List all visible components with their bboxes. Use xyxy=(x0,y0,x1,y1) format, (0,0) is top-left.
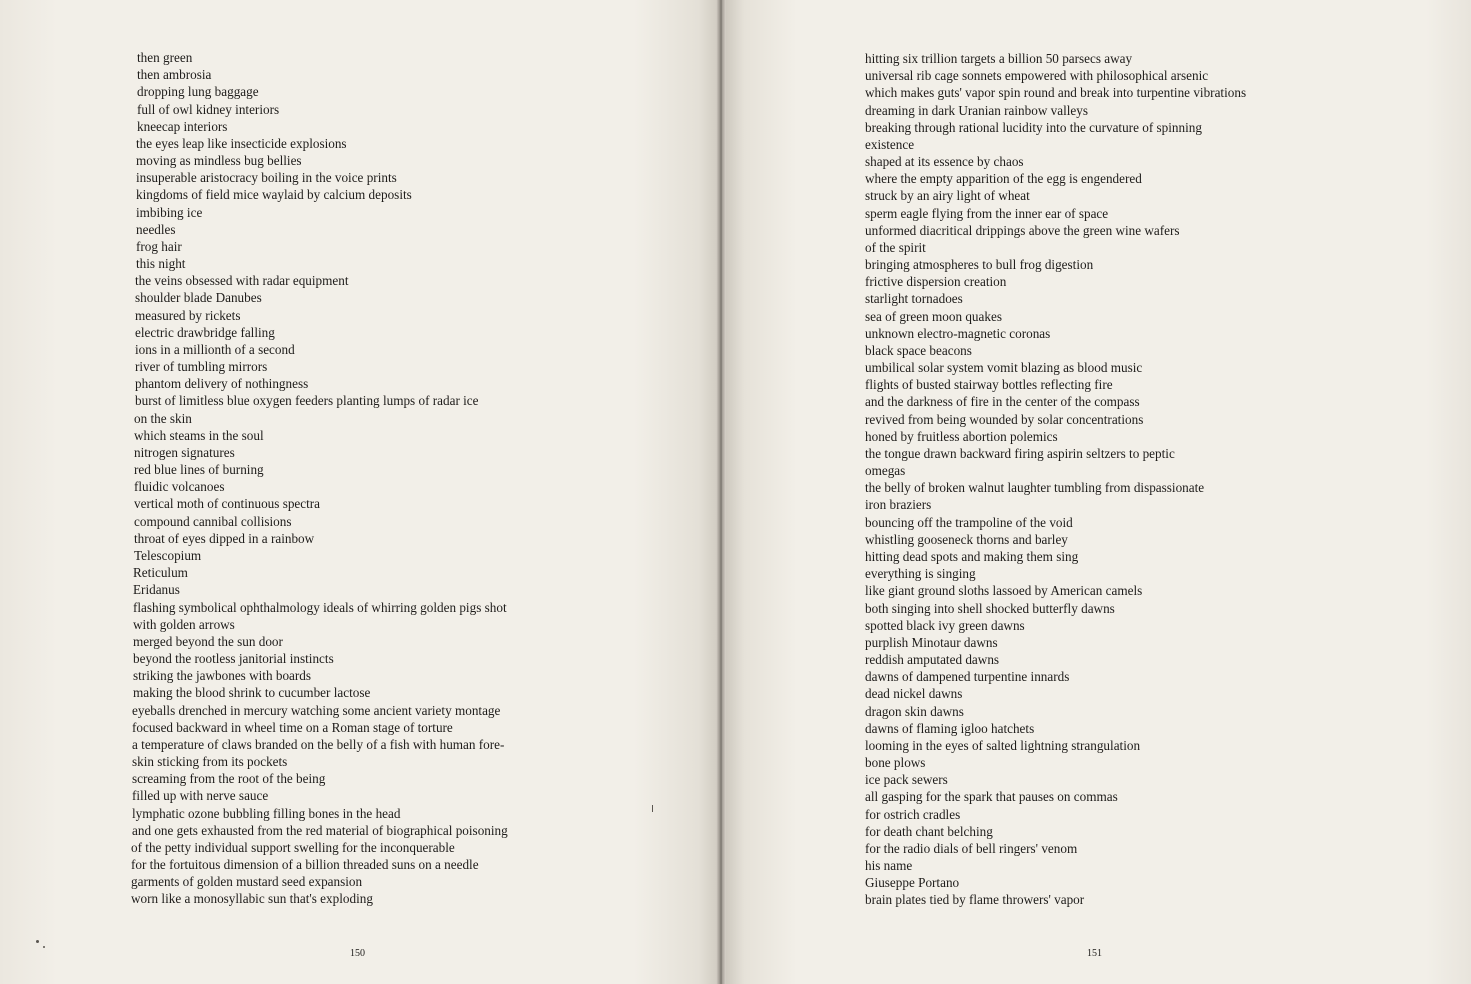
right-poem-line: reddish amputated dawns xyxy=(865,652,1000,668)
left-poem-line: Eridanus xyxy=(133,582,180,598)
right-poem-line: dead nickel dawns xyxy=(865,686,963,702)
right-poem-line: umbilical solar system vomit blazing as blood music xyxy=(865,360,1143,376)
book-gutter xyxy=(716,0,726,984)
left-poem-line: this night xyxy=(136,256,186,272)
right-poem-line: dawns of flaming igloo hatchets xyxy=(865,720,1035,736)
left-poem-line: phantom delivery of nothingness xyxy=(135,376,309,392)
left-poem-line: compound cannibal collisions xyxy=(134,513,292,529)
left-poem-line: striking the jawbones with boards xyxy=(133,668,312,684)
right-poem-line: his name xyxy=(865,858,913,874)
left-poem-line: vertical moth of continuous spectra xyxy=(134,496,321,512)
left-poem-line: and one gets exhausted from the red material of biographical poisoning xyxy=(132,822,508,838)
left-poem-line: the veins obsessed with radar equipment xyxy=(135,273,349,289)
paper-speck xyxy=(652,805,653,812)
left-poem-line: which steams in the soul xyxy=(134,427,264,443)
paper-speck xyxy=(43,946,45,948)
left-poem-line: with golden arrows xyxy=(133,616,235,632)
right-poem-line: the belly of broken walnut laughter tumbling from dispassionate xyxy=(865,480,1205,496)
right-poem-line: whistling gooseneck thorns and barley xyxy=(865,531,1068,547)
left-poem-line: a temperature of claws branded on the belly of a fish with human fore- xyxy=(132,736,505,752)
left-page xyxy=(0,0,720,984)
left-poem-line: fluidic volcanoes xyxy=(134,479,225,495)
right-poem-line: sperm eagle flying from the inner ear of space xyxy=(865,205,1109,221)
right-poem-line: dawns of dampened turpentine innards xyxy=(865,669,1070,685)
left-poem-line: screaming from the root of the being xyxy=(132,771,326,787)
right-poem-line: frictive dispersion creation xyxy=(865,274,1007,290)
right-poem-line: unformed diacritical drippings above the green wine wafers xyxy=(865,222,1180,238)
right-poem-line: bouncing off the trampoline of the void xyxy=(865,514,1073,530)
right-poem-line: for ostrich cradles xyxy=(865,806,961,822)
left-poem-line: needles xyxy=(136,221,176,237)
right-page-poem xyxy=(865,50,1246,909)
right-poem-line: for the radio dials of bell ringers' venom xyxy=(865,840,1078,856)
right-poem-line: struck by an airy light of wheat xyxy=(865,188,1030,204)
right-poem-line: bone plows xyxy=(865,755,926,771)
right-poem-line: shaped at its essence by chaos xyxy=(865,154,1024,170)
left-poem-line: of the petty individual support swelling for the inconquerable xyxy=(131,839,455,855)
left-poem-line: burst of limitless blue oxygen feeders planting lumps of radar ice xyxy=(135,393,479,409)
right-poem-line: brain plates tied by flame throwers' vapor xyxy=(865,892,1085,908)
left-poem-line: Reticulum xyxy=(133,565,188,581)
left-poem-line: eyeballs drenched in mercury watching some ancient variety montage xyxy=(132,702,501,718)
right-poem-line: Giuseppe Portano xyxy=(865,875,960,891)
left-poem-line: then ambrosia xyxy=(137,67,212,83)
left-poem-line: making the blood shrink to cucumber lactose xyxy=(133,685,371,701)
right-poem-line: omegas xyxy=(865,463,906,479)
right-poem-line: purplish Minotaur dawns xyxy=(865,634,998,650)
right-poem-line: hitting dead spots and making them sing xyxy=(865,548,1079,564)
right-poem-line: both singing into shell shocked butterfly dawns xyxy=(865,600,1115,616)
right-poem-line: for death chant belching xyxy=(865,823,993,839)
left-poem-line: lymphatic ozone bubbling filling bones in the head xyxy=(132,805,401,821)
right-poem-line: all gasping for the spark that pauses on commas xyxy=(865,789,1118,805)
left-poem-line: kingdoms of field mice waylaid by calcium deposits xyxy=(136,187,412,203)
left-poem-line: insuperable aristocracy boiling in the voice prints xyxy=(136,170,397,186)
left-poem-line: moving as mindless bug bellies xyxy=(136,153,302,169)
left-poem-line: for the fortuitous dimension of a billion threaded suns on a needle xyxy=(131,857,479,873)
left-poem-line: river of tumbling mirrors xyxy=(135,359,268,375)
right-poem-line: dreaming in dark Uranian rainbow valleys xyxy=(865,102,1089,118)
right-page-number: 151 xyxy=(1087,948,1102,959)
paper-speck xyxy=(36,940,39,943)
left-poem-line: filled up with nerve sauce xyxy=(132,788,269,804)
right-poem-line: bringing atmospheres to bull frog digestion xyxy=(865,257,1094,273)
right-poem-line: flights of busted stairway bottles reflecting fire xyxy=(865,377,1113,393)
right-poem-line: black space beacons xyxy=(865,342,972,358)
right-poem-line: and the darkness of fire in the center of the compass xyxy=(865,394,1140,410)
right-poem-line: spotted black ivy green dawns xyxy=(865,617,1025,633)
right-poem-line: breaking through rational lucidity into the curvature of spinning xyxy=(865,119,1202,135)
left-poem-line: worn like a monosyllabic sun that's exploding xyxy=(131,891,373,907)
left-poem-line: on the skin xyxy=(134,410,192,426)
left-poem-line: skin sticking from its pockets xyxy=(132,754,288,770)
left-poem-line: kneecap interiors xyxy=(137,118,228,134)
left-poem-line: Telescopium xyxy=(134,547,202,563)
left-poem-line: full of owl kidney interiors xyxy=(137,101,280,117)
right-poem-line: dragon skin dawns xyxy=(865,703,964,719)
right-poem-line: starlight tornadoes xyxy=(865,291,963,307)
right-poem-line: hitting six trillion targets a billion 50 parsecs away xyxy=(865,51,1133,66)
left-poem-line: garments of golden mustard seed expansion xyxy=(131,874,363,890)
right-poem-line: where the empty apparition of the egg is engendered xyxy=(865,171,1142,187)
left-page-poem xyxy=(131,49,508,908)
right-poem-line: which makes guts' vapor spin round and break into turpentine vibrations xyxy=(865,85,1247,101)
right-poem-line: existence xyxy=(865,136,915,152)
right-poem-line: honed by fruitless abortion polemics xyxy=(865,428,1058,444)
left-poem-line: shoulder blade Danubes xyxy=(135,290,262,306)
left-poem-line: flashing symbolical ophthalmology ideals of whirring golden pigs shot xyxy=(133,599,507,615)
left-page-number: 150 xyxy=(350,948,365,959)
right-poem-line: the tongue drawn backward firing aspirin seltzers to peptic xyxy=(865,445,1175,461)
right-poem-line: like giant ground sloths lassoed by American camels xyxy=(865,583,1143,599)
right-poem-line: revived from being wounded by solar concentrations xyxy=(865,411,1144,427)
right-poem-line: sea of green moon quakes xyxy=(865,308,1002,324)
left-poem-line: frog hair xyxy=(136,238,182,254)
right-poem-line: unknown electro-magnetic coronas xyxy=(865,325,1051,341)
right-poem-line: of the spirit xyxy=(865,239,926,255)
left-poem-line: beyond the rootless janitorial instincts xyxy=(133,651,334,667)
right-poem-line: ice pack sewers xyxy=(865,772,948,788)
left-poem-line: merged beyond the sun door xyxy=(133,633,283,649)
left-poem-line: focused backward in wheel time on a Roman stage of torture xyxy=(132,719,453,735)
left-poem-line: measured by rickets xyxy=(135,307,241,323)
right-poem-line: iron braziers xyxy=(865,497,932,513)
left-poem-line: throat of eyes dipped in a rainbow xyxy=(134,530,315,546)
left-poem-line: then green xyxy=(137,50,193,65)
left-poem-line: imbibing ice xyxy=(136,204,203,220)
left-poem-line: ions in a millionth of a second xyxy=(135,341,295,357)
left-poem-line: nitrogen signatures xyxy=(134,444,235,460)
right-poem-line: looming in the eyes of salted lightning strangulation xyxy=(865,737,1141,753)
right-poem-line: universal rib cage sonnets empowered with philosophical arsenic xyxy=(865,68,1209,84)
right-poem-line: everything is singing xyxy=(865,566,976,582)
left-poem-line: dropping lung baggage xyxy=(137,84,259,100)
left-poem-line: red blue lines of burning xyxy=(134,462,264,478)
left-poem-line: the eyes leap like insecticide explosions xyxy=(136,135,347,151)
left-poem-line: electric drawbridge falling xyxy=(135,324,275,340)
